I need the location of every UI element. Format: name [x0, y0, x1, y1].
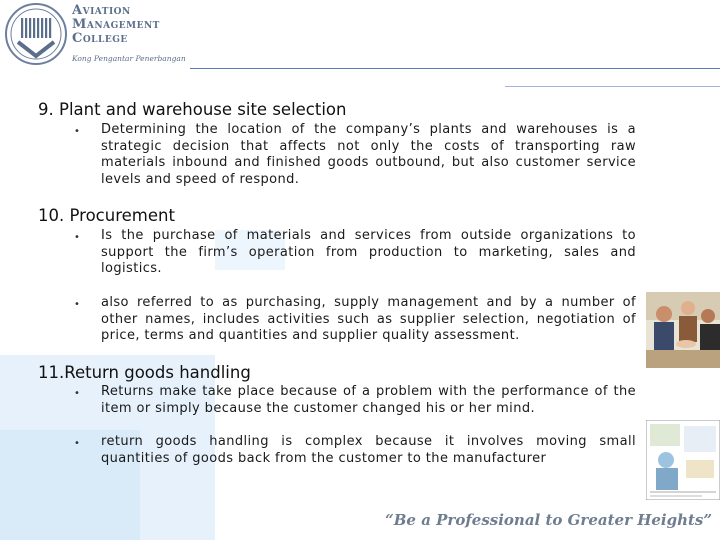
logo-wordmark [72, 4, 160, 46]
header-rule [190, 68, 720, 69]
bullet-icon: • [74, 126, 80, 137]
logo-line-2: Management [72, 17, 160, 32]
footer-motto: “Be a Professional to Greater Heights” [385, 511, 712, 529]
bullet-icon: • [74, 438, 80, 449]
bullet-text: Determining the location of the company’s plants and warehouses is a strategic decision that affects not only the costs of transporting raw materials inbound and finished goods outbound, but also customer service levels and speed of respond. [101, 122, 636, 187]
business-meeting-photo [646, 292, 720, 368]
logo-line-1: Aviation [72, 3, 131, 18]
logo-line-3: College [72, 31, 128, 46]
section-title-return-goods: 11.Return goods handling [38, 363, 251, 382]
college-emblem-icon [4, 2, 68, 66]
bullet-icon: • [74, 388, 80, 399]
bullet-icon: • [74, 232, 80, 243]
college-logo [4, 2, 194, 68]
section-title-procurement: 10. Procurement [38, 206, 175, 225]
bullet-text: also referred to as purchasing, supply management and by a number of other names, includes activities such as supplier selection, negotiation of price, terms and quantities and supplier quality assessment. [101, 295, 636, 343]
cartoon-illustration [646, 420, 720, 500]
bullet-text: Is the purchase of materials and services from outside organizations to support the firm’s operation from production to marketing, sales and logistics. [101, 228, 636, 276]
section-title-site-selection: 9. Plant and warehouse site selection [38, 100, 347, 119]
logo-tagline: Kong Pengantar Penerbangan [72, 54, 186, 63]
bullet-text: return goods handling is complex because it involves moving small quantities of goods back from the customer to the manufacturer [101, 434, 636, 466]
bullet-text: Returns make take place because of a problem with the performance of the item or simply because the customer changed his or her mind. [101, 384, 636, 416]
header-rule-short [505, 86, 720, 87]
bullet-icon: • [74, 299, 80, 310]
